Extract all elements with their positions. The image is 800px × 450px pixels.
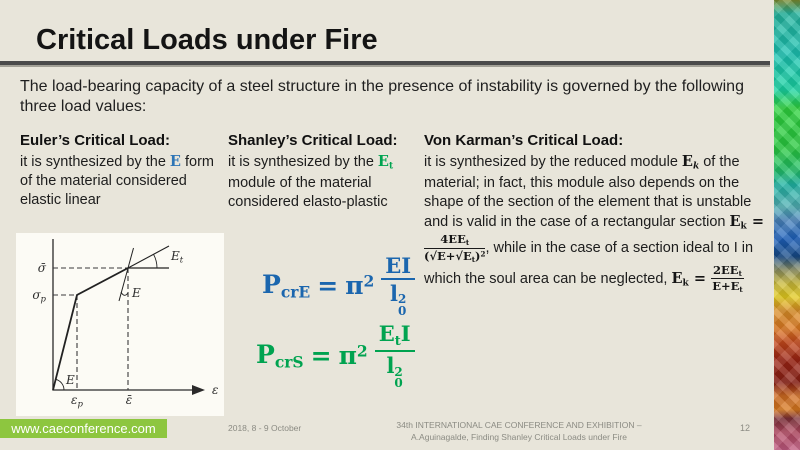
- label-epsilon-bar: ε̄: [125, 393, 133, 407]
- euler-body-after: form of the material considered elastic linear: [20, 154, 215, 209]
- label-epsilon-axis: ε: [212, 383, 219, 397]
- shanley-modulus-Et: Et: [377, 153, 394, 172]
- vk-fraction-rectangular: $\frac{\text{4EEt}}{(√E+√Et)^2}$: [424, 232, 486, 264]
- column-euler-heading: Euler’s Critical Load:: [20, 132, 171, 149]
- footer-conference-info: [394, 419, 644, 444]
- x-axis-arrow: [192, 385, 205, 395]
- formula-euler-lhs: PcrE: [262, 269, 311, 302]
- footer-conference-line2: A.Aguinagalde, Finding Shanley Critical Loads under Fire: [411, 432, 627, 443]
- vk-seg1: it is synthesized by the reduced module: [424, 154, 682, 170]
- shanley-body-after: module of the material considered elasto-plastic: [228, 174, 388, 210]
- stress-strain-svg: [16, 233, 224, 416]
- euler-body-before: it is synthesized by the: [20, 154, 170, 170]
- label-epsilon-p: $\varepsilon_p$: [71, 393, 83, 410]
- dashed-guides: [53, 268, 128, 390]
- footer-conference-line1: 34th INTERNATIONAL CAE CONFERENCE AND EXHIBITION –: [396, 420, 642, 430]
- vk-modulus-Ek-2: Ek: [729, 212, 747, 232]
- stress-strain-diagram: [16, 233, 224, 416]
- column-vonkarman-body: [424, 152, 770, 295]
- decorative-color-strip: [774, 0, 800, 450]
- vk-eq-1: =: [746, 212, 764, 230]
- page-number: 12: [740, 423, 751, 433]
- formula-euler-critical-load: [262, 254, 415, 317]
- footer-url[interactable]: www.caeconference.com: [11, 421, 156, 436]
- label-sigma-p: $\sigma_p$: [32, 288, 46, 305]
- footer-date: 2018, 8 - 9 October: [228, 423, 302, 433]
- vk-seg3: , while in the case of a section ideal to I in which the soul area can be neglected,: [424, 240, 754, 288]
- column-euler-body: [20, 152, 222, 210]
- vk-fraction-ideal-I: $\frac{\text{2EEt}}{E+Et}$: [712, 262, 743, 295]
- intro-text: The load-bearing capacity of a steel structure in the presence of instability is governed by the following three load values:: [20, 78, 744, 115]
- euler-modulus-E: E: [169, 153, 181, 170]
- label-E-origin: E: [66, 373, 75, 387]
- column-vonkarman-heading: Von Karman’s Critical Load:: [424, 132, 624, 149]
- vk-modulus-Ek-1: Ek: [681, 153, 700, 172]
- column-shanley-body: [228, 152, 426, 212]
- vk-modulus-Ek-3: Ek: [671, 270, 689, 289]
- label-E-unload: E: [132, 286, 141, 300]
- formula-euler-pi-squared: $\pi^2$: [345, 271, 375, 301]
- vk-eq-2: =: [688, 270, 712, 288]
- formula-shanley-equals: =: [310, 341, 332, 371]
- formula-euler-fraction: EI l 2 0: [381, 254, 415, 317]
- formula-shanley-critical-load: [256, 322, 415, 389]
- column-vonkarman: [424, 132, 770, 295]
- stress-strain-curve: [53, 268, 128, 390]
- footer-url-banner[interactable]: [0, 419, 167, 438]
- column-shanley: [228, 132, 426, 212]
- column-shanley-heading: Shanley’s Critical Load:: [228, 132, 398, 149]
- tangent-angle-arc: [154, 254, 157, 268]
- label-Et-tangent: $E_t$: [171, 249, 184, 266]
- tangent-line: [128, 246, 169, 268]
- page-title: Critical Loads under Fire: [36, 24, 378, 56]
- formula-euler-equals: =: [317, 271, 339, 301]
- origin-angle-arc: [56, 379, 64, 390]
- formula-shanley-fraction: EtI l 2 0: [375, 322, 415, 389]
- column-euler: [20, 132, 222, 210]
- label-sigma-bar: σ̄: [37, 261, 46, 275]
- unloading-angle-arc: [121, 292, 128, 295]
- shanley-body-before: it is synthesized by the: [228, 154, 378, 170]
- title-divider: [0, 61, 770, 67]
- formula-shanley-lhs: PcrS: [256, 339, 304, 372]
- formula-shanley-pi-squared: $\pi^2$: [338, 341, 368, 371]
- vk-seg2: of the material; in fact, this module also depends on the shape of the section of the element that is unstable and is valid in the case of a rectangular section: [424, 154, 752, 230]
